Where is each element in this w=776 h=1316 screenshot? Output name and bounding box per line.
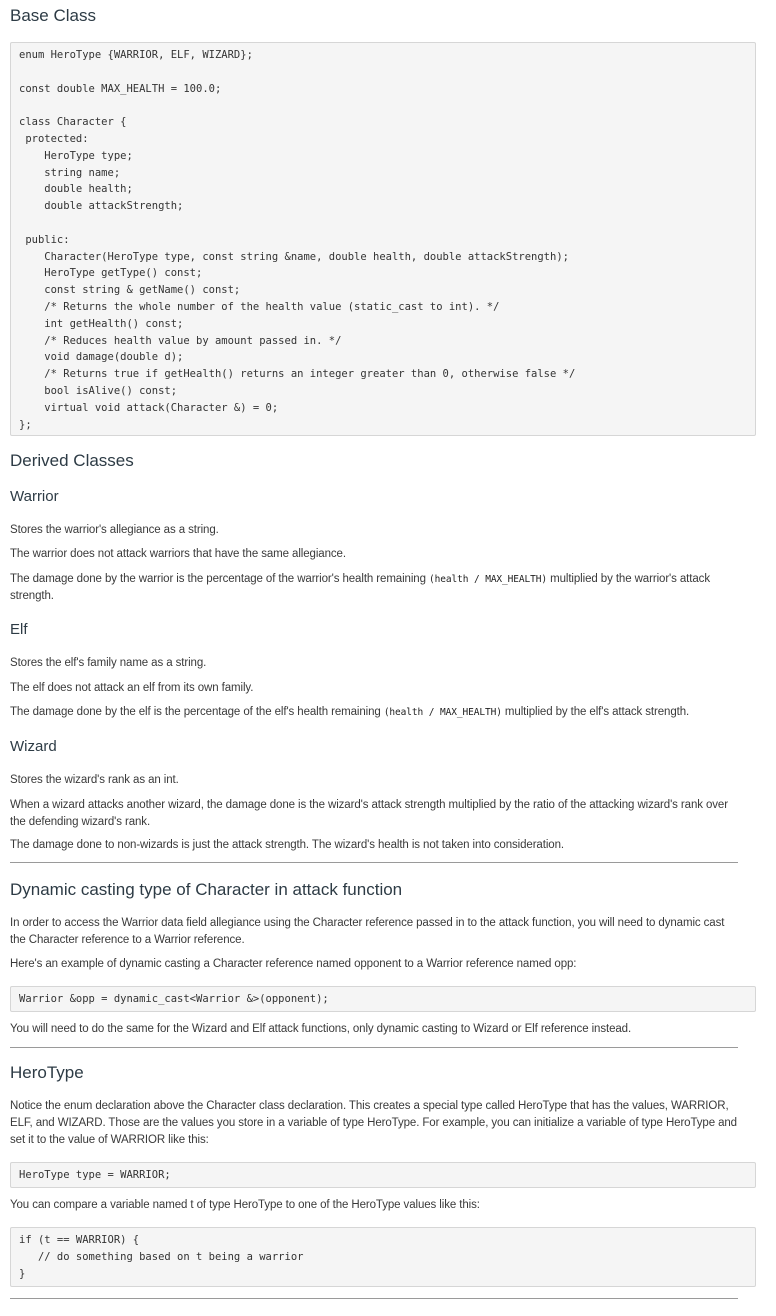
warrior-heading: Warrior [10,488,59,505]
elf-damage-text [10,704,738,721]
dynamic-casting-intro-text: In order to access the Warrior data field allegiance using the Character reference passed in to the attack function, you will need to dynamic cast the Character reference to a Warrior reference. [10,917,725,946]
dynamic-casting-example-text: Here's an example of dynamic casting a Character reference named opponent to a Warrior reference named opp: [10,958,577,970]
wizard-heading: Wizard [10,738,57,755]
section-divider [10,862,738,863]
wizard-rank-text: Stores the wizard's rank as an int. [10,774,179,786]
derived-classes-heading: Derived Classes [10,451,134,470]
elf-family-text: Stores the elf's family name as a string. [10,657,207,669]
elf-health-ratio-code: (health / MAX_HEALTH) [383,707,502,718]
base-class-heading: Base Class [10,6,96,25]
warrior-health-ratio-code: (health / MAX_HEALTH) [429,574,548,585]
herotype-compare-code-block: if (t == WARRIOR) { // do something based on t being a warrior } [10,1227,756,1287]
warrior-damage-text-start: The damage done by the warrior is the percentage of the warrior's health remaining [10,573,429,585]
warrior-damage-text-end: multiplied by the warrior's attack strength. [10,573,710,602]
elf-heading: Elf [10,621,28,638]
herotype-heading: HeroType [10,1063,84,1082]
dynamic-cast-code-block: Warrior &opp = dynamic_cast<Warrior &>(opponent); [10,986,756,1012]
wizard-non-wizard-text: The damage done to non-wizards is just the attack strength. The wizard's health is not taken into consideration. [10,839,564,851]
elf-attack-rule-text: The elf does not attack an elf from its own family. [10,682,254,694]
dynamic-casting-note-text: You will need to do the same for the Wizard and Elf attack functions, only dynamic casting to Wizard or Elf reference instead. [10,1023,632,1035]
elf-damage-text-start: The damage done by the elf is the percentage of the elf's health remaining [10,706,384,718]
warrior-attack-rule-text: The warrior does not attack warriors that have the same allegiance. [10,548,346,560]
wizard-damage-ratio-text: When a wizard attacks another wizard, the damage done is the wizard's attack strength multiplied by the ratio of the attacking wizard's rank over the defending wizard's rank. [10,799,728,828]
herotype-init-code-block: HeroType type = WARRIOR; [10,1162,756,1188]
elf-damage-text-end: multiplied by the elf's attack strength. [501,706,690,718]
character-class-code-block: enum HeroType {WARRIOR, ELF, WIZARD}; const double MAX_HEALTH = 100.0; class Character { protected: HeroType type; string name; double health; double attackStrength; public: Character(HeroType type, const string &name, double health, double attackStrength); HeroType getType() const; const string & getName() const; /* Returns the whole number of the health value (static_cast to int). */ int getHealth() const; /* Reduces health value by amount passed in. */ void damage(double d); /* Returns true if getHealth() returns an integer greater than 0, otherwise false */ bool isAlive() const; virtual void attack(Character &) = 0; }; [10,42,756,436]
herotype-compare-text: You can compare a variable named t of type HeroType to one of the HeroType values like this: [10,1199,480,1211]
warrior-allegiance-text: Stores the warrior's allegiance as a string. [10,524,219,536]
section-divider [10,1298,738,1299]
warrior-damage-text [10,571,738,605]
dynamic-casting-heading: Dynamic casting type of Character in attack function [10,880,403,899]
section-divider [10,1047,738,1048]
herotype-explanation-text: Notice the enum declaration above the Character class declaration. This creates a special type called HeroType that has the values, WARRIOR, ELF, and WIZARD. Those are the values you store in a variable of type HeroType. For example, you can initialize a variable of type HeroType and set it to the value of WARRIOR like this: [10,1100,737,1146]
